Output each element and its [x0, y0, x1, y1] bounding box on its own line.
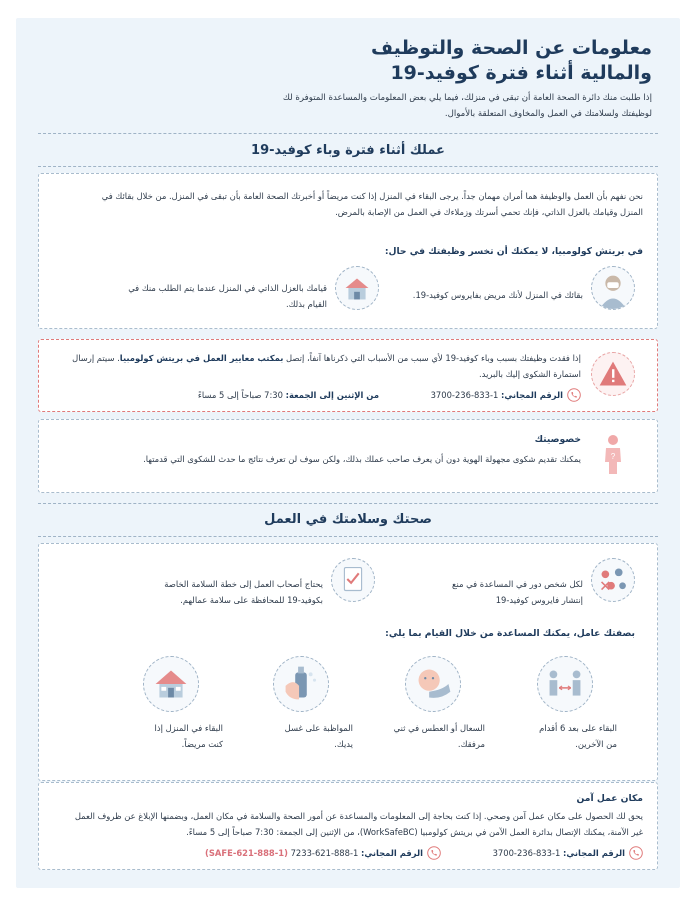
- divider: [38, 166, 658, 167]
- phone-number-2-alt: (1-888-621-SAFE): [205, 848, 288, 858]
- phone-icon: [427, 846, 441, 860]
- page-background: [16, 18, 680, 888]
- intro-text: إذا طلبت منك دائرة الصحة العامة أن تبقى في منزلك، فيما يلي بعض المعلومات والمساعدة المتوفرة لك لوظيفتك ولسلامتك في العمل والمخاوف المتعلقة بالأموال.: [282, 93, 652, 119]
- phone-icon: [629, 846, 643, 860]
- tip-handwash: المواظبة على غسل يديك.: [284, 723, 353, 749]
- safe-phone-1: الرقم المجاني: 1-833-236-3700: [492, 848, 625, 858]
- person-icon: [591, 432, 635, 476]
- work-info-box: [38, 173, 658, 329]
- divider: [38, 133, 658, 134]
- job-loss-text: إذا فقدت وظيفتك بسبب وباء كوفيد-19 لأي سبب من الأسباب التي ذكرناها آنفاً، إتصل بمكتب معايير العمل في بريتش كولومبيا. سيتم إرسال استمارة الشكوى إليك بالبريد.: [72, 353, 581, 379]
- privacy-heading: خصوصيتك: [534, 434, 581, 445]
- health-box: [38, 543, 658, 781]
- safe-phone-2: الرقم المجاني: 1-888-621-7233 (1-888-621-SAFE): [205, 848, 423, 858]
- privacy-text: يمكنك تقديم شكوى مجهولة الهوية دون أن يعرف صاحب عملك بذلك، ولكن سوف لن تعرف نتائج ما حدث للشكوى التي قدمتها.: [143, 454, 581, 464]
- bc-heading: في بريتش كولومبيا، لا يمكنك أن تخسر وظيفتك في حال:: [384, 246, 643, 257]
- case-isolate: قيامك بالعزل الذاتي في المنزل عندما يتم الطلب منك في القيام بذلك.: [128, 283, 327, 309]
- safe-workplace-box: [38, 782, 658, 870]
- work-intro: نحن نفهم بأن العمل والوظيفة هما أمران مهمان جداً. يرجى البقاء في المنزل إذا كنت مريضاً أو أخبرتك الصحة العامة بأن تبقى في المنزل. من خلال بقائك في المنزل وقيامك بالعزل الذاتي، فإنك تحمي أسرتك وزملاءك في العمل من الإصابة بالمرض.: [101, 191, 643, 217]
- home-icon: [143, 656, 199, 712]
- tip-stay-home: البقاء في المنزل إذا كنت مريضاً.: [154, 723, 223, 749]
- title-line-1: معلومات عن الصحة والتوظيف: [370, 37, 652, 59]
- safe-workplace-text: يحق لك الحصول على مكان عمل آمن وصحي. إذا كنت بحاجة إلى المعلومات والمساعدة عن أمور الصحة والسلامة في مكان العمل، وبضمنها الإبلاغ عن ظروف العمل غير الآمنة، يمكنك الإتصال بدائرة العمل الآمن في بريتش كولومبيا (WorkSafeBC)، من الإثنين إلى الجمعة: 7:30 صباحاً إلى 5 مساءً.: [74, 811, 643, 837]
- plan-text: يحتاج أصحاب العمل إلى خطة السلامة الخاصة بكوفيد-19 للمحافظة على سلامة عمالهم.: [164, 579, 323, 605]
- phone-number-2[interactable]: 1-888-621-7233: [290, 848, 359, 858]
- phone-number-1[interactable]: 1-833-236-3700: [492, 848, 561, 858]
- tip-distance: البقاء على بعد 6 أقدام من الآخرين.: [539, 723, 617, 749]
- job-loss-phone: الرقم المجاني: 1-833-236-3700: [430, 390, 563, 400]
- sick-person-icon: [591, 266, 635, 310]
- virus-icon: [591, 558, 635, 602]
- phone-number[interactable]: 1-833-236-3700: [430, 390, 499, 400]
- employment-standards-link[interactable]: بمكتب معايير العمل في بريتش كولومبيا: [119, 353, 284, 363]
- worker-heading: بصفتك عامل، يمكنك المساعدة من خلال القيام بما يلي:: [385, 628, 635, 639]
- job-loss-box: [38, 339, 658, 412]
- divider: [38, 536, 658, 537]
- privacy-box: [38, 419, 658, 493]
- case-sick: بقائك في المنزل لأنك مريض بفايروس كوفيد-19.: [412, 290, 583, 300]
- divider: [38, 503, 658, 504]
- handwash-icon: [273, 656, 329, 712]
- office-hours: من الإثنين إلى الجمعة: 7:30 صباحاً إلى 5 مساءً: [197, 390, 379, 400]
- page-title: [52, 36, 652, 86]
- safe-workplace-heading: مكان عمل آمن: [576, 793, 643, 804]
- checklist-icon: [331, 558, 375, 602]
- svg-text:?: ?: [610, 452, 616, 461]
- cough-icon: [405, 656, 461, 712]
- work-section-title: عملك أثناء فترة وباء كوفيد-19: [251, 143, 445, 158]
- warning-icon: [591, 352, 635, 396]
- title-line-2: والمالية أثناء فترة كوفيد-19: [390, 62, 652, 84]
- house-icon: [335, 266, 379, 310]
- phone-icon: [567, 388, 581, 402]
- distance-icon: [537, 656, 593, 712]
- health-section-title: صحتك وسلامتك في العمل: [264, 512, 432, 527]
- tip-cough: السعال أو العطس في ثني مرفقك.: [393, 723, 485, 749]
- role-text: لكل شخص دور في المساعدة في منع إنتشار فايروس كوفيد-19: [452, 579, 583, 605]
